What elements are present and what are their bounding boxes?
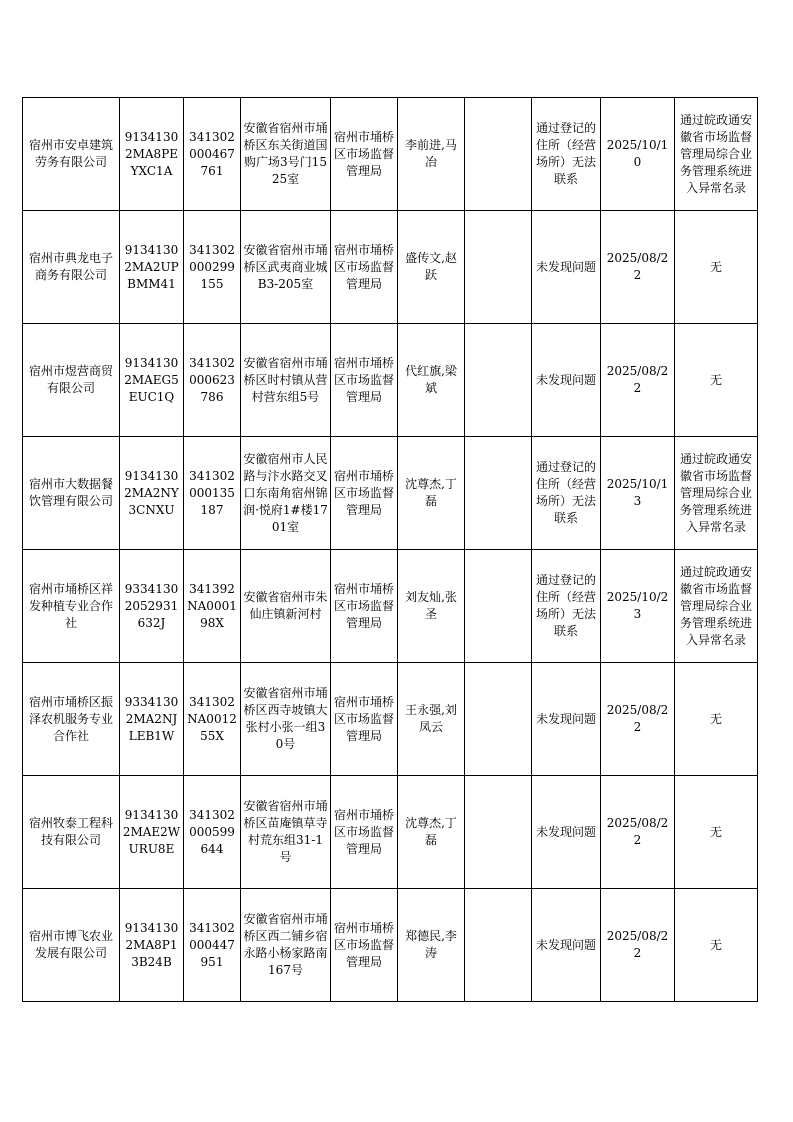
- inspectors-cell: 盛传文,赵跃: [398, 211, 465, 324]
- company-name-cell: 宿州市煜营商贸有限公司: [23, 324, 120, 437]
- table-row: [23, 776, 758, 889]
- credit-code-cell: 93341302052931632J: [120, 550, 184, 663]
- company-name-cell: 宿州牧泰工程科技有限公司: [23, 776, 120, 889]
- inspection-finding-cell: 通过登记的住所（经营场所）无法联系: [532, 437, 601, 550]
- authority-cell: 宿州市埇桥区市场监督管理局: [331, 663, 398, 776]
- credit-code-cell: 91341302MA2UPBMM41: [120, 211, 184, 324]
- handling-result-cell: 无: [675, 211, 758, 324]
- inspection-date-cell: 2025/08/22: [601, 211, 675, 324]
- company-name-cell: 宿州市安卓建筑劳务有限公司: [23, 98, 120, 211]
- inspectors-cell: 刘友灿,张圣: [398, 550, 465, 663]
- table-row: [23, 211, 758, 324]
- registration-number-cell: 341302000135187: [184, 437, 241, 550]
- inspection-finding-cell: 未发现问题: [532, 211, 601, 324]
- blank-cell: [465, 550, 532, 663]
- inspection-date-cell: 2025/10/13: [601, 437, 675, 550]
- handling-result-cell: 通过皖政通安徽省市场监督管理局综合业务管理系统进入异常名录: [675, 550, 758, 663]
- credit-code-cell: 91341302MA2NY3CNXU: [120, 437, 184, 550]
- handling-result-cell: 通过皖政通安徽省市场监督管理局综合业务管理系统进入异常名录: [675, 98, 758, 211]
- inspection-finding-cell: 未发现问题: [532, 776, 601, 889]
- inspection-finding-cell: 通过登记的住所（经营场所）无法联系: [532, 550, 601, 663]
- blank-cell: [465, 663, 532, 776]
- registration-number-cell: 34130200046776​1: [184, 98, 241, 211]
- address-cell: 安徽省宿州市埇桥区西二铺乡宿永路小杨家路南167号: [241, 889, 331, 1002]
- table-row: [23, 889, 758, 1002]
- inspection-date-cell: 2025/08/22: [601, 889, 675, 1002]
- registration-number-cell: 341302000623786: [184, 324, 241, 437]
- inspectors-cell: 代红旗,梁斌: [398, 324, 465, 437]
- credit-code-cell: 91341302MAEG5EUC1Q: [120, 324, 184, 437]
- handling-result-cell: 无: [675, 324, 758, 437]
- registration-number-cell: 341302000299155: [184, 211, 241, 324]
- blank-cell: [465, 437, 532, 550]
- address-cell: 安徽省宿州市朱仙庄镇新河村: [241, 550, 331, 663]
- inspectors-cell: 沈尊杰,丁磊: [398, 776, 465, 889]
- authority-cell: 宿州市埇桥区市场监督管理局: [331, 776, 398, 889]
- company-name-cell: 宿州市埇桥区振泽农机服务专业合作社: [23, 663, 120, 776]
- company-name-cell: 宿州市埇桥区祥发种植专业合作社: [23, 550, 120, 663]
- blank-cell: [465, 889, 532, 1002]
- inspection-finding-cell: 未发现问题: [532, 663, 601, 776]
- blank-cell: [465, 776, 532, 889]
- handling-result-cell: 无: [675, 663, 758, 776]
- authority-cell: 宿州市埇桥区市场监督管理局: [331, 889, 398, 1002]
- table-row: [23, 437, 758, 550]
- authority-cell: 宿州市埇桥区市场监督管理局: [331, 324, 398, 437]
- address-cell: 安徽宿州市人民路与汴水路交叉口东南角宿州锦润·悦府1#楼1701室: [241, 437, 331, 550]
- credit-code-cell: 91341302MA8P13B24B: [120, 889, 184, 1002]
- inspection-date-cell: 2025/08/22: [601, 663, 675, 776]
- address-cell: 安徽省宿州市埇桥区西寺坡镇大张村小张一组30号: [241, 663, 331, 776]
- registration-number-cell: 341302000447951: [184, 889, 241, 1002]
- inspection-finding-cell: 未发现问题: [532, 889, 601, 1002]
- table-row: [23, 98, 758, 211]
- authority-cell: 宿州市埇桥区市场监督管理局: [331, 211, 398, 324]
- registration-number-cell: 341392NA000198X: [184, 550, 241, 663]
- inspection-date-cell: 2025/10/10: [601, 98, 675, 211]
- table-row: [23, 550, 758, 663]
- inspection-finding-cell: 未发现问题: [532, 324, 601, 437]
- address-cell: 安徽省宿州市埇桥区时村镇从营村营东组5号: [241, 324, 331, 437]
- handling-result-cell: 通过皖政通安徽省市场监督管理局综合业务管理系统进入异常名录: [675, 437, 758, 550]
- credit-code-cell: 93341302MA2NJLEB1W: [120, 663, 184, 776]
- registration-number-cell: 341302000599644: [184, 776, 241, 889]
- credit-code-cell: 91341302MA8PEYXC1A: [120, 98, 184, 211]
- company-name-cell: 宿州市典龙电子商务有限公司: [23, 211, 120, 324]
- inspectors-cell: 王永强,刘凤云: [398, 663, 465, 776]
- blank-cell: [465, 324, 532, 437]
- handling-result-cell: 无: [675, 776, 758, 889]
- inspection-date-cell: 2025/08/22: [601, 776, 675, 889]
- handling-result-cell: 无: [675, 889, 758, 1002]
- authority-cell: 宿州市埇桥区市场监督管理局: [331, 437, 398, 550]
- blank-cell: [465, 211, 532, 324]
- inspectors-cell: 郑德民,李涛: [398, 889, 465, 1002]
- company-name-cell: 宿州市大数据餐饮管理有限公司: [23, 437, 120, 550]
- authority-cell: 宿州市埇桥区市场监督管理局: [331, 98, 398, 211]
- inspection-date-cell: 2025/10/23: [601, 550, 675, 663]
- credit-code-cell: 91341302MAE2WURU8E: [120, 776, 184, 889]
- address-cell: 安徽省宿州市埇桥区武夷商业城B3-205室: [241, 211, 331, 324]
- table-row: [23, 663, 758, 776]
- inspection-date-cell: 2025/08/22: [601, 324, 675, 437]
- inspectors-cell: 李前进,马冶: [398, 98, 465, 211]
- authority-cell: 宿州市埇桥区市场监督管理局: [331, 550, 398, 663]
- registration-number-cell: 341302NA001255X: [184, 663, 241, 776]
- address-cell: 安徽省宿州市埇桥区东关街道国购广场3号门1525室: [241, 98, 331, 211]
- inspectors-cell: 沈尊杰,丁磊: [398, 437, 465, 550]
- blank-cell: [465, 98, 532, 211]
- inspection-finding-cell: 通过登记的住所（经营场所）无法联系: [532, 98, 601, 211]
- table-row: [23, 324, 758, 437]
- address-cell: 安徽省宿州市埇桥区苗庵镇草寺村荒东组31-1号: [241, 776, 331, 889]
- records-table: [22, 97, 758, 1002]
- company-name-cell: 宿州市博飞农业发展有限公司: [23, 889, 120, 1002]
